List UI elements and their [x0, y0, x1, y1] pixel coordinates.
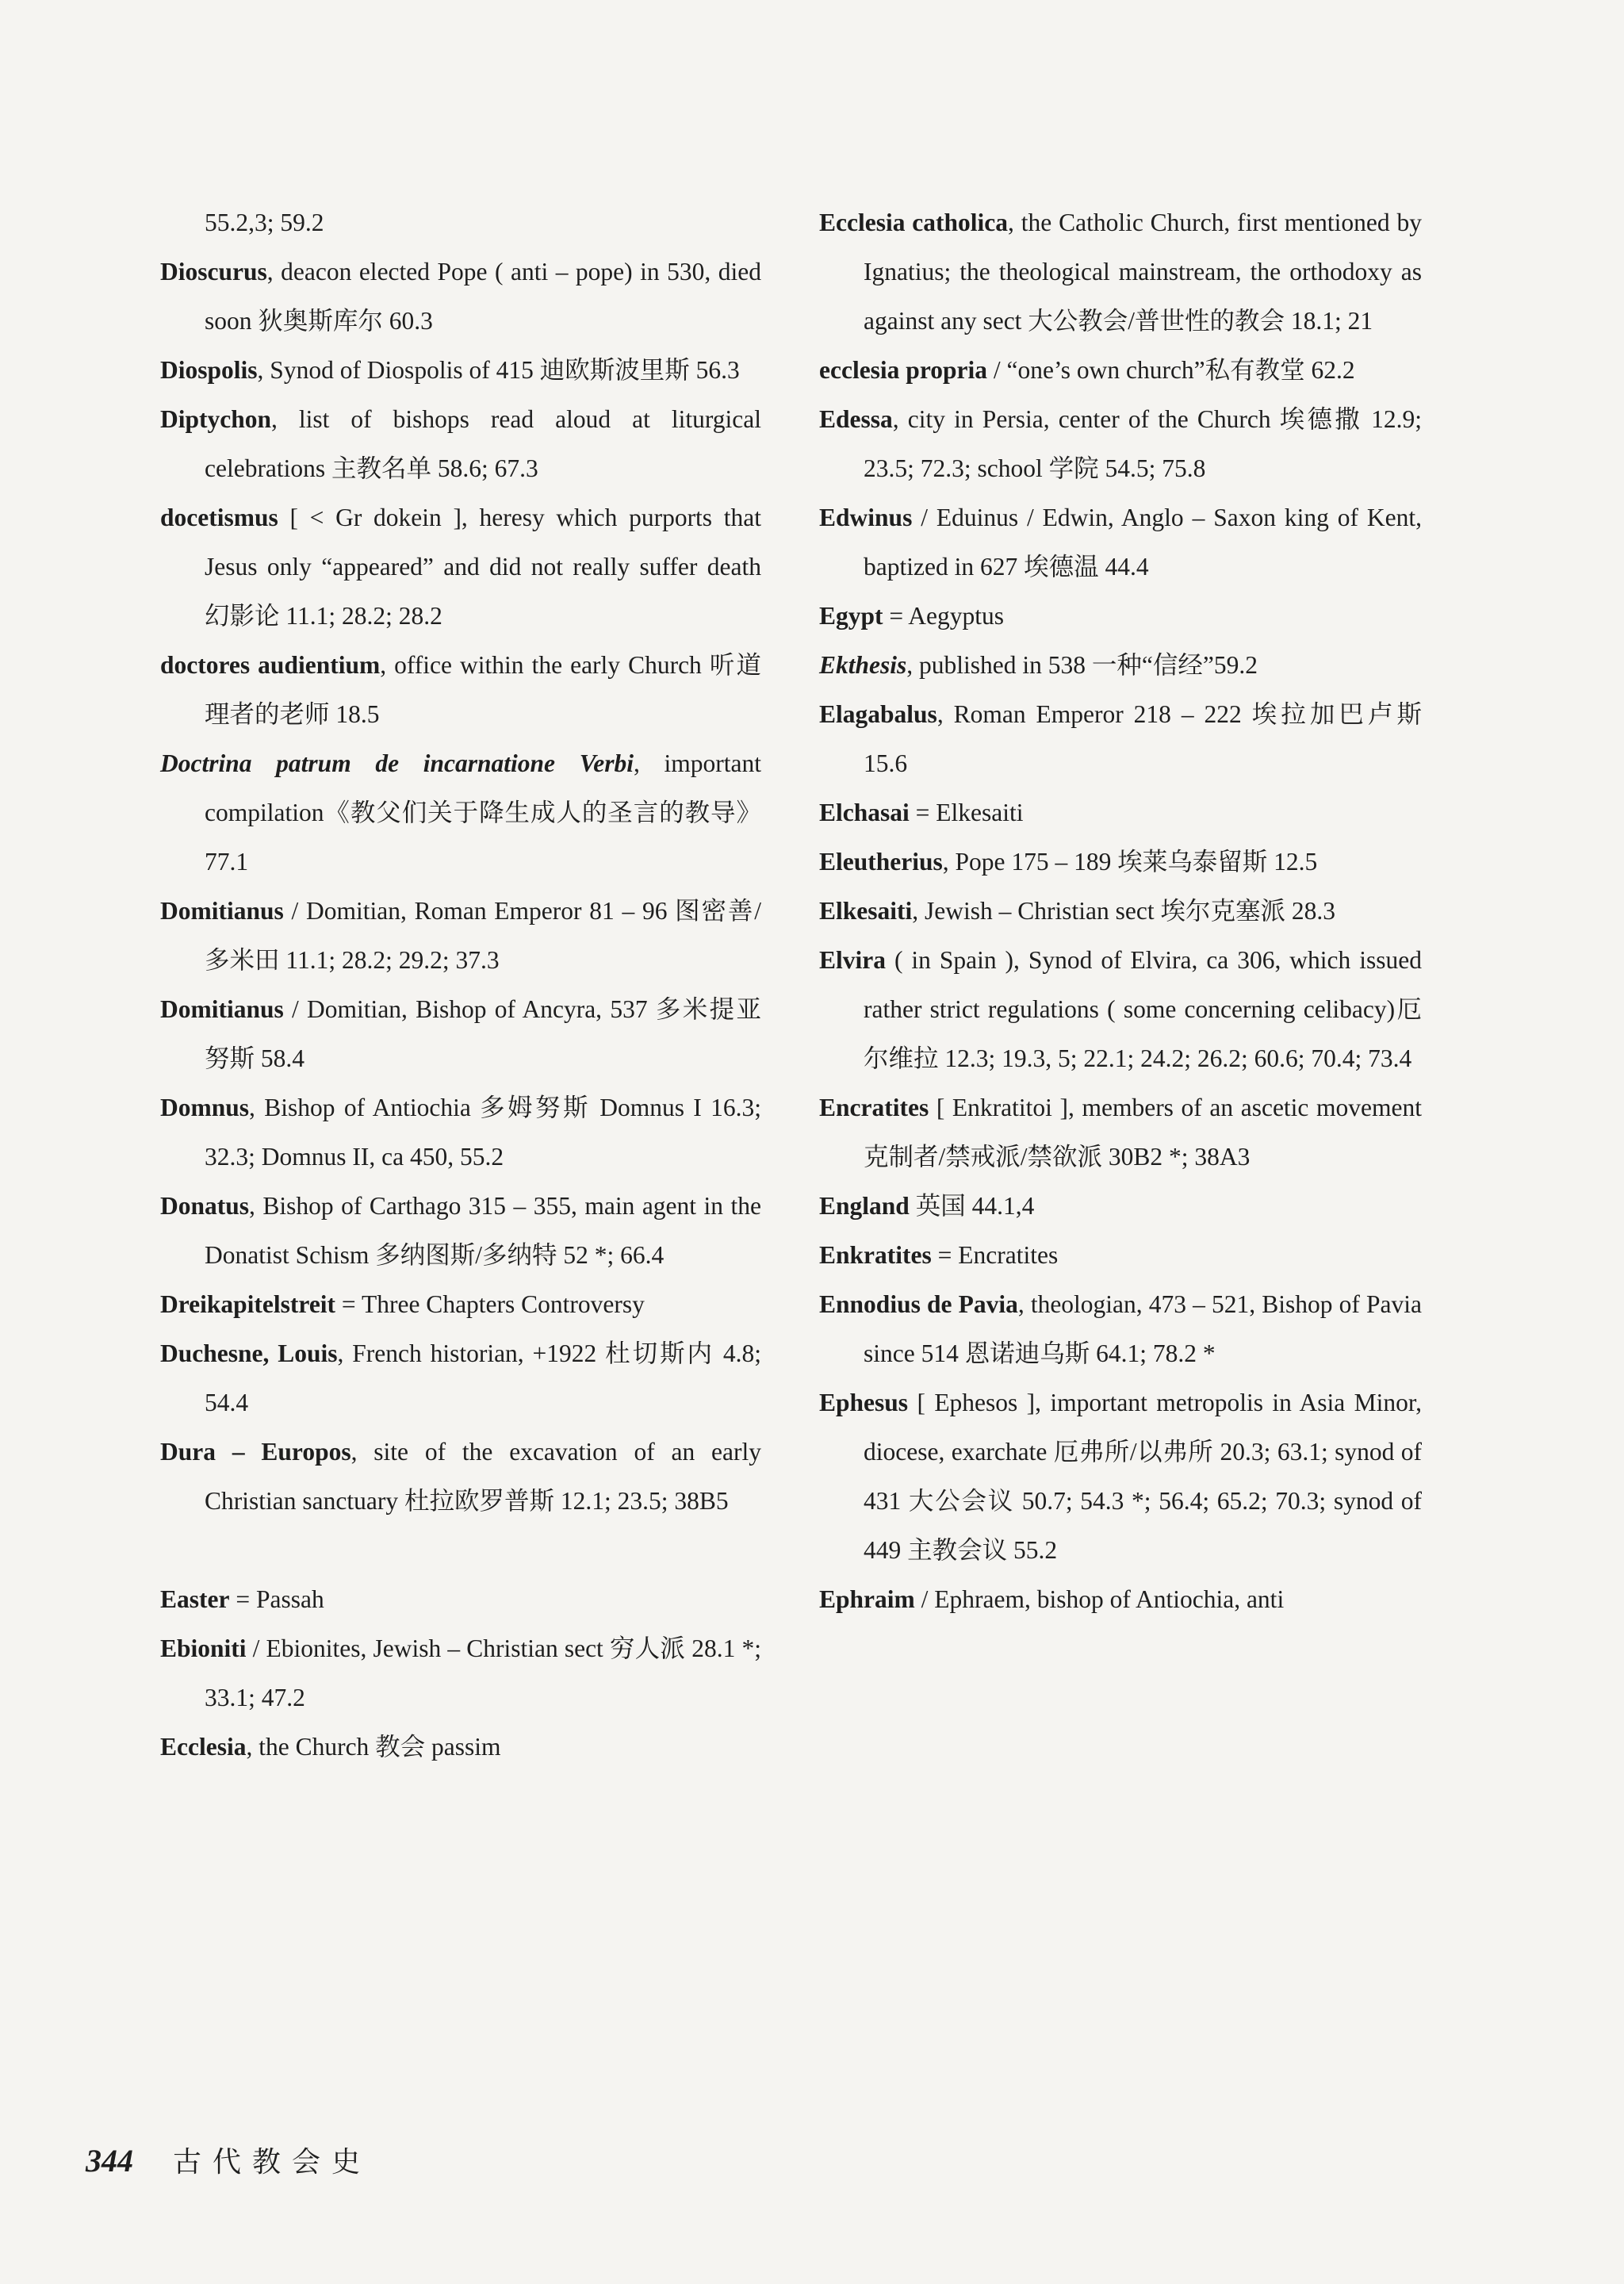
index-entry-text: / Domitian, Bishop of Ancyra, 537 多米提亚努斯 58.4 [205, 995, 761, 1072]
index-entry [819, 788, 1422, 837]
index-entry-text: , Pope 175 – 189 埃莱乌泰留斯 12.5 [942, 848, 1318, 876]
index-column-right [819, 198, 1422, 1624]
index-entry-text: , theologian, 473 – 521, Bishop of Pavia since 514 恩诺迪乌斯 64.1; 78.2 * [864, 1290, 1422, 1367]
page-number: 344 [86, 2143, 133, 2179]
index-entry [819, 837, 1422, 887]
index-entry [160, 1329, 761, 1428]
index-headword: Diptychon [160, 405, 272, 433]
index-entry-text: , site of the excavation of an early Christian sanctuary 杜拉欧罗普斯 12.1; 23.5; 38B5 [205, 1438, 762, 1515]
index-entry [160, 739, 761, 887]
index-entry [819, 1083, 1422, 1182]
index-headword: docetismus [160, 504, 278, 531]
index-headword: Easter [160, 1585, 230, 1613]
index-entry [819, 641, 1422, 690]
index-headword: Enkratites [819, 1241, 932, 1269]
index-headword: Elvira [819, 946, 886, 974]
index-entry [160, 1624, 761, 1723]
index-entry [160, 1182, 761, 1280]
index-entry [819, 690, 1422, 788]
index-entry-text: ( in Spain ), Synod of Elvira, ca 306, which issued rather strict regulations ( some concerning celibacy)厄尔维拉 12.3; 19.3, 5; 22.1; 24.2; 26.2; 60.6; 70.4; 73.4 [864, 946, 1422, 1072]
index-entry-text: = Three Chapters Controversy [335, 1290, 645, 1318]
index-entry-text: , list of bishops read aloud at liturgical celebrations 主教名单 58.6; 67.3 [205, 405, 761, 482]
index-entry-text: / Ebionites, Jewish – Christian sect 穷人派 28.1 *; 33.1; 47.2 [205, 1634, 761, 1711]
index-headword: Ephraim [819, 1585, 915, 1613]
index-headword: Edwinus [819, 504, 913, 531]
index-headword: Domitianus [160, 995, 284, 1023]
index-entry-text: , Bishop of Carthago 315 – 355, main agent in the Donatist Schism 多纳图斯/多纳特 52 *; 66.4 [205, 1192, 761, 1269]
index-headword: Ebioniti [160, 1634, 247, 1662]
index-entry-text: , deacon elected Pope ( anti – pope) in 530, died soon 狄奥斯库尔 60.3 [205, 258, 761, 335]
index-headword: Donatus [160, 1192, 250, 1220]
index-entry [160, 887, 761, 985]
index-entry [819, 198, 1422, 346]
index-headword: Ecclesia [160, 1733, 247, 1761]
index-headword: Elagabalus [819, 700, 937, 728]
index-entry-text: , the Catholic Church, first mentioned by Ignatius; the theological mainstream, the orthodoxy as against any sect 大公教会/普世性的教会 18.1; 21 [864, 209, 1422, 335]
index-entry [160, 1723, 761, 1772]
index-entry-text: [ Enkratitoi ], members of an ascetic movement 克制者/禁戒派/禁欲派 30B2 *; 38A3 [864, 1094, 1422, 1171]
index-headword: Ekthesis [819, 651, 907, 679]
index-entry-text: = Aegyptus [883, 602, 1005, 630]
index-headword: Dura – Europos [160, 1438, 351, 1466]
index-headword: Duchesne, Louis [160, 1339, 338, 1367]
index-entry-text: , published in 538 一种“信经”59.2 [906, 651, 1258, 679]
index-entry [819, 493, 1422, 592]
index-headword: Encratites [819, 1094, 929, 1121]
page-footer [86, 2141, 371, 2182]
index-entry [819, 936, 1422, 1083]
index-entry [160, 493, 761, 641]
index-entry-text: / Domitian, Roman Emperor 81 – 96 图密善/多米田 11.1; 28.2; 29.2; 37.3 [205, 897, 761, 974]
index-entry-text: , Roman Emperor 218 – 222 埃拉加巴卢斯 15.6 [864, 700, 1422, 777]
index-column-left [160, 198, 761, 1772]
index-entry [160, 346, 761, 395]
index-headword: Domitianus [160, 897, 284, 925]
index-entry [819, 592, 1422, 641]
index-entry-text: / “one’s own church”私有教堂 62.2 [987, 356, 1355, 384]
index-headword: Dioscurus [160, 258, 267, 286]
index-entry [819, 1575, 1422, 1624]
index-entry-text: , Synod of Diospolis of 415 迪欧斯波里斯 56.3 [257, 356, 740, 384]
index-entry-text: [ Ephesos ], important metropolis in Asia Minor, diocese, exarchate 厄弗所/以弗所 20.3; 63.1; synod of 431 大公会议 50.7; 54.3 *; 56.4; 65.2; 70.3; synod of 449 主教会议 55.2 [864, 1389, 1422, 1564]
index-headword: doctores audientium [160, 651, 381, 679]
index-headword: England [819, 1192, 910, 1220]
index-headword: Doctrina patrum de incarnatione Verbi [160, 749, 634, 777]
index-entry [819, 1280, 1422, 1378]
index-entry [819, 395, 1422, 493]
index-entry-text: = Elkesaiti [909, 799, 1024, 826]
index-entry [819, 1231, 1422, 1280]
index-headword: Egypt [819, 602, 883, 630]
index-headword: Ennodius de Pavia [819, 1290, 1018, 1318]
index-entry [160, 198, 761, 247]
index-entry-text: , important compilation《教父们关于降生成人的圣言的教导》77.1 [205, 749, 761, 876]
book-title: 古代教会史 [173, 2146, 372, 2179]
index-entry-text: [ < Gr dokein ], heresy which purports that Jesus only “appeared” and did not really suffer death 幻影论 11.1; 28.2; 28.2 [205, 504, 761, 630]
index-headword: Diospolis [160, 356, 258, 384]
index-entry [160, 395, 761, 493]
index-entry [819, 1378, 1422, 1575]
index-entry [160, 247, 761, 346]
index-entry-text: 55.2,3; 59.2 [205, 209, 324, 236]
index-entry-text: , Jewish – Christian sect 埃尔克塞派 28.3 [912, 897, 1335, 925]
index-entry [160, 985, 761, 1083]
index-headword: Ecclesia catholica [819, 209, 1009, 236]
index-entry-text: / Ephraem, bishop of Antiochia, anti [914, 1585, 1285, 1613]
index-headword: ecclesia propria [819, 356, 987, 384]
index-entry [160, 1083, 761, 1182]
index-entry-text: 英国 44.1,4 [909, 1192, 1035, 1220]
index-entry-text: , the Church 教会 passim [246, 1733, 501, 1761]
index-entry [160, 1280, 761, 1329]
index-headword: Elkesaiti [819, 897, 913, 925]
index-entry [819, 346, 1422, 395]
index-entry-text: , city in Persia, center of the Church 埃德撒 12.9; 23.5; 72.3; school 学院 54.5; 75.8 [864, 405, 1422, 482]
index-entry-text: = Passah [229, 1585, 324, 1613]
index-headword: Dreikapitelstreit [160, 1290, 336, 1318]
index-entry-text: = Encratites [931, 1241, 1059, 1269]
index-entry [160, 1575, 761, 1624]
index-entry-text: / Eduinus / Edwin, Anglo – Saxon king of Kent, baptized in 627 埃德温 44.4 [864, 504, 1422, 581]
index-entry [160, 1428, 761, 1526]
index-entry [819, 1182, 1422, 1231]
index-entry [160, 641, 761, 739]
index-entry [819, 887, 1422, 936]
index-entry-text: , office within the early Church 听道理者的老师 18.5 [205, 651, 761, 728]
index-headword: Elchasai [819, 799, 910, 826]
index-entry-text: , French historian, +1922 杜切斯内 4.8; 54.4 [205, 1339, 762, 1416]
index-headword: Domnus [160, 1094, 250, 1121]
index-entry-text: , Bishop of Antiochia 多姆努斯 Domnus I 16.3; 32.3; Domnus II, ca 450, 55.2 [205, 1094, 761, 1171]
index-headword: Ephesus [819, 1389, 909, 1416]
index-headword: Eleutherius [819, 848, 943, 876]
index-headword: Edessa [819, 405, 893, 433]
